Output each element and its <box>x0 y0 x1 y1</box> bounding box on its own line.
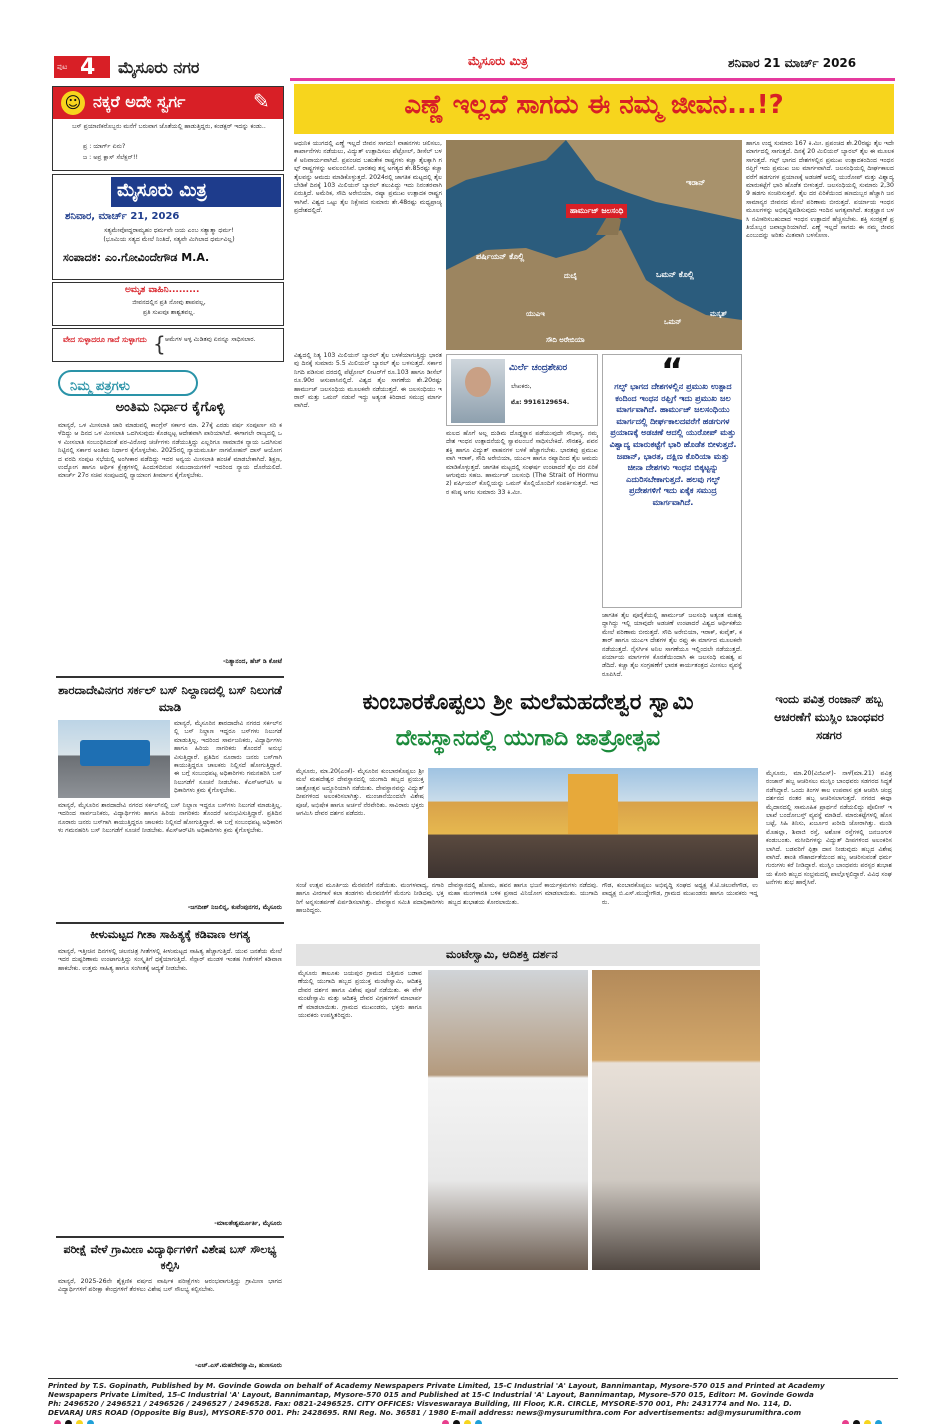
gulf-label: ಪರ್ಷಿಯನ್ ಕೊಲ್ಲಿ <box>476 252 525 261</box>
letter-1-title: ಅಂತಿಮ ನಿರ್ಧಾರ ಕೈಗೊಳ್ಳಿ <box>115 400 225 415</box>
author-phone: ಮೊ: 9916129654. <box>511 399 570 406</box>
joke-box <box>52 86 284 171</box>
darshan-photo-right <box>592 970 760 1270</box>
letter-1-sign: -ನಿತ್ಯಾನಂದ, ಹೆಚ್ ಡಿ ಕೋಟೆ <box>222 658 282 665</box>
letters-title <box>58 370 198 396</box>
dubai-label: ದುಬೈ <box>564 272 577 280</box>
laugh-icon: ☺ <box>61 91 85 115</box>
darshan-caption-bar <box>296 944 760 966</box>
feature-col-mid-a: ಮಲದ ಹೊಗೆ ಅಲ್ಲ ದುಡಿಮ ದೊಡ್ಡಸ್ಥಾನ ಪಡೆಯುವುದೇ ಸೌಭಾಗ್ಯ. ನಮ್ಮ ದೇಶ ಇಂಧನ ಉತ್ಪಾದನೆಯಲ್ಲಿ ಸ್ವಾವಲಂಬನೆ ಸಾಧಿಸಬೇಕಿದೆ. ಸೌರಶಕ್ತಿ, ಪವನ ಶಕ್ತಿ ಹಾಗೂ ವಿದ್ಯುತ್ ವಾಹನಗಳ ಬಳಕೆ ಹೆಚ್ಚಾಗಬೇಕು. ಭಾರತವು ಪ್ರಮುಖವಾಗಿ ಇರಾಕ್, ಸೌದಿ ಅರೇಬಿಯಾ, ಯುಎಇ ಹಾಗೂ ರಷ್ಯಾದಿಂದ ತೈಲ ಆಮದು ಮಾಡಿಕೊಳ್ಳುತ್ತದೆ. ಜಾಗತಿಕ ಮಟ್ಟದಲ್ಲಿ ಸಂಘರ್ಷ ಉಂಟಾದರೆ ತೈಲ ದರ ಏರಿಕೆ ಆಗುವುದು ಸಹಜ. ಹಾರ್ಮುಜ್ ಜಲಸಂಧಿ (The Strait of Hormuz) ಪರ್ಷಿಯನ್ ಕೊಲ್ಲಿಯನ್ನು ಒಮನ್ ಕೊಲ್ಲಿಯೊಂದಿಗೆ ಸಂಪರ್ಕಿಸುತ್ತದೆ. ಇದರ ಕನಿಷ್ಠ ಅಗಲ ಸುಮಾರು 33 ಕಿ.ಮೀ. <box>446 430 598 496</box>
letter-4-body: ಮಾನ್ಯರೆ, 2025-26ನೇ ಶೈಕ್ಷಣಿಕ ವರ್ಷದ ವಾರ್ಷಿಕ ಪರೀಕ್ಷೆಗಳು ಆರಂಭವಾಗುತ್ತಿದ್ದು ಗ್ರಾಮೀಣ ಭಾಗದ ವಿದ್ಯಾರ್ಥಿಗಳಿಗೆ ಪರೀಕ್ಷಾ ಕೇಂದ್ರಗಳಿಗೆ ತೆರಳಲು ವಿಶೇಷ ಬಸ್ ಸೌಲಭ್ಯ ಕಲ್ಪಿಸಬೇಕು. <box>58 1278 282 1294</box>
paper-motto-2: (ಭೂಮಿಯ ಸತ್ಯದ ಮೇಲೆ ನಿಂತಿದೆ, ಸತ್ಯವೇ ಮಿಗಿಲಾದ ಧರ್ಮವಿಲ್ಲ) <box>103 236 235 243</box>
header-rule <box>290 78 895 81</box>
darshan-section <box>296 944 760 1269</box>
section-name: ಮೈಸೂರು ನಗರ <box>118 58 200 77</box>
page-number: 4 <box>80 55 96 80</box>
paper-motto: ಸತ್ಯಮೇವೋದ್ಧರಾಮ್ಯಹಂ ಧರ್ಮವೇ ಜಯ ಎಂಬ ಸತ್ಯಾತ್ಮಾ ಧರ್ಮ! <box>104 227 234 234</box>
letter-3-sign: -ಮಾಲತೇಶ್ವರ್ಮೂರ್ತಿ, ಮೈಸೂರು <box>214 1220 282 1227</box>
feature-col-2: ವಿಶ್ವದಲ್ಲಿ ನಿತ್ಯ 103 ಮಿಲಿಯನ್ ಬ್ಯಾರಲ್ ತೈಲ ಬಳಕೆಯಾಗುತ್ತಿದ್ದು ಭಾರತವು ದಿನಕ್ಕೆ ಸುಮಾರು 5.5 ಮಿಲಿಯನ್ ಬ್ಯಾರಲ್ ತೈಲ ಬಳಸುತ್ತದೆ. ಸರ್ಕಾರ ನಿಗದಿ ಪಡಿಸುವ ದರದಲ್ಲಿ ಪೆಟ್ರೋಲ್ ಲೀಟರ್‌ಗೆ ರೂ.103 ಹಾಗೂ ಡೀಸೆಲ್ ರೂ.90ರ ಆಸುಪಾಸಿನಲ್ಲಿದೆ. ವಿಶ್ವದ ತೈಲ ಸಾಗಣೆಯ ಶೇ.20ರಷ್ಟು ಹಾರ್ಮುಜ್ ಜಲಸಂಧಿಯ ಮೂಲಕವೇ ನಡೆಯುತ್ತದೆ. ಈ ಜಲಸಂಧಿಯು ಇರಾನ್ ಮತ್ತು ಒಮನ್ ನಡುವೆ ಇದ್ದು ಅತ್ಯಂತ ಕಿರಿದಾದ ಸಮುದ್ರ ಮಾರ್ಗವಾಗಿದೆ. <box>294 352 442 410</box>
letters-title-text: ನಿಮ್ಮ ಪತ್ರಗಳು <box>70 379 130 394</box>
temple-body-4: ಗೌಡ, ಕುಂಬಾರಕೊಪ್ಪಲು ಅಭಿವೃದ್ಧಿ ಸಂಘದ ಅಧ್ಯಕ್ಷ ಕೆ.ಟಿ.ಚಲುವೇಗೌಡ, ಉಪಾಧ್ಯಕ್ಷ ಬಿ.ಎಸ್.ಮುದ್ದೇಗೌಡ, ಗ್ರಾಮದ ಮುಖಂಡರು ಹಾಗೂ ಯುವಕರು ಇದ್ದರು. <box>602 882 758 906</box>
oman-label: ಒಮನ್ <box>664 318 682 326</box>
brace-icon: { <box>153 332 166 356</box>
joke-title: ನಕ್ಕರೆ ಅದೇ ಸ್ವರ್ಗ <box>93 92 186 111</box>
feature-headline: ಎಣ್ಣೆ ಇಲ್ಲದೆ ಸಾಗದು ಈ ನಮ್ಮ ಜೀವನ...!? <box>404 90 784 120</box>
letter-4-title: ಪರೀಕ್ಷೆ ವೇಳೆ ಗ್ರಾಮೀಣ ವಿದ್ಯಾರ್ಥಿಗಳಿಗೆ ವಿಶೇಷ ಬಸ್ ಸೌಲಭ್ಯ ಕಲ್ಪಿಸಿ <box>63 1243 277 1272</box>
letter-1 <box>56 400 284 670</box>
imprint-line-2: Newspapers Private Limited, 15-C Industrial 'A' Layout, Bannimantap, Mysore-570 015 and Published at 15-C Industrial 'A' Layout, Bannimantap, Mysore-570 015, Editor: M. Govinde Gowda <box>48 1390 814 1399</box>
letter-2 <box>56 676 284 916</box>
letter-3-title: ಕೀಳುಮಟ್ಟದ ಗೀತಾ ಸಾಹಿತ್ಯಕ್ಕೆ ಕಡಿವಾಣ ಅಗತ್ಯ <box>90 928 250 941</box>
veda-box <box>52 328 284 362</box>
temple-tower <box>568 774 618 834</box>
header-date: ಶನಿವಾರ 21 ಮಾರ್ಚ್ 2026 <box>728 56 857 70</box>
letter-3 <box>56 922 284 1232</box>
amrutha-line-2: ಪ್ರತಿ ಸುಖವೂ ಶಾಶ್ವತವಲ್ಲ. <box>143 309 195 316</box>
feature-col-1: ಆಧುನಿಕ ಯುಗದಲ್ಲಿ ಎಣ್ಣೆ ಇಲ್ಲದೆ ಜೀವನ ಸಾಗದು! ವಾಹನಗಳು ಚಲಿಸಲು, ಕಾರ್ಖಾನೆಗಳು ನಡೆಯಲು, ವಿದ್ಯುತ್ ಉತ್ಪಾದಿಸಲು ಪೆಟ್ರೋಲ್, ಡೀಸೆಲ್ ಬಳಕೆ ಅನಿವಾರ್ಯವಾಗಿದೆ. ಪ್ರಪಂಚದ ಬಹುತೇಕ ರಾಷ್ಟ್ರಗಳು ಕಚ್ಚಾ ತೈಲಕ್ಕಾಗಿ ಗಲ್ಫ್ ರಾಷ್ಟ್ರಗಳನ್ನು ಅವಲಂಬಿಸಿವೆ. ಭಾರತವು ತನ್ನ ಅಗತ್ಯದ ಶೇ.85ರಷ್ಟು ಕಚ್ಚಾ ತೈಲವನ್ನು ಆಮದು ಮಾಡಿಕೊಳ್ಳುತ್ತದೆ. 2024ರಲ್ಲಿ ಜಾಗತಿಕ ಮಟ್ಟದಲ್ಲಿ ತೈಲ ಬೇಡಿಕೆ ದಿನಕ್ಕೆ 103 ಮಿಲಿಯನ್ ಬ್ಯಾರಲ್ ತಲುಪಿದ್ದು ಇದು ನಿರಂತರವಾಗಿ ಏರುತ್ತಿದೆ. ಅಮೆರಿಕ, ಸೌದಿ ಅರೇಬಿಯಾ, ರಷ್ಯಾ ಪ್ರಮುಖ ಉತ್ಪಾದಕ ರಾಷ್ಟ್ರಗಳಾಗಿವೆ. ವಿಶ್ವದ ಒಟ್ಟು ತೈಲ ನಿಕ್ಷೇಪದ ಸುಮಾರು ಶೇ.48ರಷ್ಟು ಮಧ್ಯಪ್ರಾಚ್ಯ ಪ್ರದೇಶದಲ್ಲಿದೆ. <box>294 140 442 215</box>
ramzan-article <box>764 690 894 1270</box>
author-box <box>446 354 598 426</box>
letter-1-body: ಮಾನ್ಯರೆ, ಒಳ ಮೀಸಲಾತಿ ಜಾರಿ ಮಾಡುವಲ್ಲಿ ಕಾಂಗ್ರೆಸ್ ಸರ್ಕಾರ ಮಾ. 27ಕ್ಕೆ ಎರಡು ವರ್ಷ ಸಂಪೂರ್ಣ ಸರಿ ಕಳೆದಿದ್ದು ಆ ದಿನದ ಒಳ ಮೀಸಲಾತಿ ಒದಗಿಸುವುದು ಕೊಡಲ್ಪಟ್ಟ ಆದೇಶವಾಗಿ ಪಾರಿಯಾಗಿದೆ. ಈಗಾಗಲೇ ರಾಜ್ಯದಲ್ಲಿ ಒಳ ಮೀಸಲಾತಿ ಸಂಬಂಧಿಸಿದಂತೆ ಪರ-ವಿರೋಧ ಚರ್ಚೆಗಳು ನಡೆಯುತ್ತಿದ್ದು ಎಲ್ಲರಿಗೂ ಸಾಮಾಜಿಕ ನ್ಯಾಯ ಒದಗಿಸುವ ನಿಟ್ಟಿನಲ್ಲಿ ಸರ್ಕಾರ ಅಂತಿಮ ನಿರ್ಧಾರ ಕೈಗೊಳ್ಳಬೇಕು. 2025ರಲ್ಲಿ ನ್ಯಾಯಮೂರ್ತಿ ನಾಗಮೋಹನ್ ದಾಸ್ ಆಯೋಗದ ವರದಿ ಸಂಪುಟ ಸಭೆಯಲ್ಲಿ ಅಂಗೀಕಾರ ಪಡೆದಿದ್ದು ಇದರ ಅನ್ವಯ ಮೀಸಲಾತಿ ಹಂಚಿಕೆ ಮಾಡಬೇಕಾಗಿದೆ. ಶಿಕ್ಷಣ, ಉದ್ಯೋಗ ಹಾಗೂ ಆರ್ಥಿಕ ಕ್ಷೇತ್ರಗಳಲ್ಲಿ ಹಿಂದುಳಿದಿರುವ ಸಮುದಾಯಗಳಿಗೆ ಇದರಿಂದ ನ್ಯಾಯ ದೊರೆಯಲಿದೆ. ಮಾರ್ಚ್ 27ರ ಸಚಿವ ಸಂಪುಟದಲ್ಲಿ ನ್ಯಾಯಾಂಗ ತೀರ್ಮಾನ ಕೈಗೊಳ್ಳಬೇಕು. <box>58 422 282 480</box>
paper-date: ಶನಿವಾರ, ಮಾರ್ಚ್ 21, 2026 <box>65 211 180 222</box>
uae-label: ಯುಎಇ <box>526 310 545 318</box>
letter-2-body: ಮಾನ್ಯರೆ, ಮೈಸೂರಿನ ಶಾರದಾದೇವಿ ನಗರದ ಸರ್ಕಲ್‌ನಲ್ಲಿ ಬಸ್ ನಿಲ್ದಾಣ ಇದ್ದರೂ ಬಸ್‌ಗಳು ನಿಲುಗಡೆ ಮಾಡುತ್ತಿಲ್ಲ. ಇದರಿಂದ ಸಾರ್ವಜನಿಕರು, ವಿದ್ಯಾರ್ಥಿಗಳು ಹಾಗೂ ಹಿರಿಯ ನಾಗರಿಕರು ತೊಂದರೆ ಅನುಭವಿಸುತ್ತಿದ್ದಾರೆ. ಪ್ರತಿದಿನ ನೂರಾರು ಜನರು ಬಸ್‌ಗಾಗಿ ಕಾಯುತ್ತಿದ್ದರೂ ಚಾಲಕರು ನಿಲ್ಲಿಸದೆ ಹೋಗುತ್ತಿದ್ದಾರೆ. ಈ ಬಗ್ಗೆ ಸಂಬಂಧಪಟ್ಟ ಅಧಿಕಾರಿಗಳು ಗಮನಹರಿಸಿ ಬಸ್ ನಿಲುಗಡೆಗೆ ಸೂಚನೆ ನೀಡಬೇಕು. ಕೆಎಸ್‌ಆರ್‌ಟಿಸಿ ಅಧಿಕಾರಿಗಳು ಕ್ರಮ ಕೈಗೊಳ್ಳಬೇಕು. <box>174 720 282 795</box>
feature-headline-bar <box>294 84 894 134</box>
letter-2-body-cont: ಮಾನ್ಯರೆ, ಮೈಸೂರಿನ ಶಾರದಾದೇವಿ ನಗರದ ಸರ್ಕಲ್‌ನಲ್ಲಿ ಬಸ್ ನಿಲ್ದಾಣ ಇದ್ದರೂ ಬಸ್‌ಗಳು ನಿಲುಗಡೆ ಮಾಡುತ್ತಿಲ್ಲ. ಇದರಿಂದ ಸಾರ್ವಜನಿಕರು, ವಿದ್ಯಾರ್ಥಿಗಳು ಹಾಗೂ ಹಿರಿಯ ನಾಗರಿಕರು ತೊಂದರೆ ಅನುಭವಿಸುತ್ತಿದ್ದಾರೆ. ಪ್ರತಿದಿನ ನೂರಾರು ಜನರು ಬಸ್‌ಗಾಗಿ ಕಾಯುತ್ತಿದ್ದರೂ ಚಾಲಕರು ನಿಲ್ಲಿಸದೆ ಹೋಗುತ್ತಿದ್ದಾರೆ. ಈ ಬಗ್ಗೆ ಸಂಬಂಧಪಟ್ಟ ಅಧಿಕಾರಿಗಳು ಗಮನಹರಿಸಿ ಬಸ್ ನಿಲುಗಡೆಗೆ ಸೂಚನೆ ನೀಡಬೇಕು. ಕೆಎಸ್‌ಆರ್‌ಟಿಸಿ ಅಧಿಕಾರಿಗಳು ಕ್ರಮ ಕೈಗೊಳ್ಳಬೇಕು. <box>58 802 282 835</box>
letter-4-sign: -ಎಚ್.ಎಸ್.ಮಹದೇವಸ್ವಾಮಿ, ಹುಣಸೂರು <box>194 1362 282 1369</box>
amrutha-box <box>52 282 284 326</box>
temple-body-3: ದೇವಸ್ಥಾನದಲ್ಲಿ ಹೋಮ, ಹವನ ಹಾಗೂ ಭಜನೆ ಕಾರ್ಯಕ್ರಮಗಳು ನಡೆದವು. ಮಹಾ ಮಂಗಳಾರತಿ ಬಳಿಕ ಪ್ರಸಾದ ವಿನಿಯೋಗ ಮಾಡಲಾಯಿತು. ಯುಗಾದಿ ಹಬ್ಬದ ಶುಭಾಶಯ ಕೋರಲಾಯಿತು. <box>448 882 598 906</box>
page-number-box <box>54 56 110 78</box>
registration-dots-right <box>840 1412 884 1424</box>
letter-2-title: ಶಾರದಾದೇವಿನಗರ ಸರ್ಕಲ್ ಬಸ್ ನಿಲ್ದಾಣದಲ್ಲಿ ಬಸ್ ನಿಲುಗಡೆ ಮಾಡಿ <box>58 683 282 714</box>
letter-4 <box>56 1236 284 1376</box>
imprint-line-4: DEVARAJ URS ROAD (Opposite Big Bus), MYSORE-570 001. Ph: 2428695. RNI Reg. No. 36581 / 1980 E-mail address: news@mysurumithra.com For advertisements: ad@mysurumithra.com <box>48 1408 802 1417</box>
pullquote-text: ಗಲ್ಫ್ ಭಾಗದ ದೇಶಗಳಲ್ಲಿನ ಪ್ರಮುಖ ಉತ್ಪಾದ ಕಂದಿಂದ ಇಂಧನ ರಫ್ತಿಗೆ ಇದು ಪ್ರಮುಖ ಜಲ ಮಾರ್ಗವಾಗಿದೆ. ಹಾರ್ಮುಜ್ ಜಲಸಂಧಿಯು ಮಾರ್ಗದಲ್ಲಿ ದೀರ್ಘಕಾಲದವರೆಗೆ ಹಡಗುಗಳ ಪ್ರಯಾಣಕ್ಕೆ ಅಡಚಣೆ ಆದಲ್ಲಿ ಯುರೋಪ್ ಮತ್ತು ವಿಶ್ವಾದ್ಯ ಮಾರುಕಟ್ಟೆಗೆ ಭಾರಿ ಹೊಡೆತ ಬೀಳುತ್ತದೆ. ಜಪಾನ್, ಭಾರತ, ದಕ್ಷಿಣ ಕೊರಿಯಾ ಮತ್ತು ಚೀನಾ ದೇಶಗಳು ಇಂಧನ ಬಿಕ್ಕಟ್ಟನ್ನು ಎದುರಿಸಬೇಕಾಗುತ್ತದೆ. ಹಲವು ಗಲ್ಫ್ ಪ್ರದೇಶಗಳಿಗೆ ಇದು ಏಕೈಕ ಸಮುದ್ರ ಮಾರ್ಗವಾಗಿದೆ. <box>609 381 737 507</box>
registration-dots-center <box>440 1412 484 1424</box>
author-role: ಲೇಖಕರು, <box>511 383 532 390</box>
letters-section <box>52 366 288 1376</box>
letter-2-sign: -ಜಗದೀಶ್ ನಿಜಲಿನ್ನ, ಕುವೆಂಪುನಗರ, ಮೈಸೂರು <box>187 904 282 911</box>
bus-stop-photo <box>58 720 170 798</box>
page-tag: ಪುಟ <box>57 63 68 71</box>
joke-intro: ಬಸ್ ಪ್ರಯಾಣಿಕರೊಬ್ಬರು ಮನೆಗೆ ಬರುವಾಗ ಜೊತೆಯಲ್ಲಿ ಹಾಡುತ್ತಿದ್ದರು, ಕಂಡಕ್ಟರ್ ಇದನ್ನು ಕಂಡು.. <box>72 123 266 130</box>
pullquote-box <box>602 351 742 608</box>
imprint-line-3: Ph: 2496520 / 2496521 / 2496526 / 2496527 / 2496528. Fax: 0821-2496525. CITY OFFICES: Visveswaraya Building, III Floor, K.R. CIRCLE, MYSORE-570 001, Ph: 2431774 and No. 114, D. <box>48 1399 792 1408</box>
masthead-small: ಮೈಸೂರು ಮಿತ್ರ <box>468 54 528 68</box>
registration-dots-left <box>52 1412 96 1424</box>
temple-headline-2: ದೇವಸ್ಥಾನದಲ್ಲಿ ಯುಗಾದಿ ಜಾತ್ರೋತ್ಸವ <box>395 726 661 751</box>
darshan-caption: ಮಂಟೇಸ್ವಾಮಿ, ಆದಿಶಕ್ತಿ ದರ್ಶನ <box>446 948 558 961</box>
temple-body-2: ಸಂಜೆ ಉತ್ಸವ ಮೂರ್ತಿಯ ಮೆರವಣಿಗೆ ನಡೆಯಿತು. ಮಂಗಳವಾದ್ಯ, ನಗಾರಿ ಹಾಗೂ ವೀರಗಾಸೆ ಕಲಾ ತಂಡಗಳು ಮೆರವಣಿಗೆಗೆ ಮೆರುಗು ನೀಡಿದವು. ಭಕ್ತರಿಗೆ ಅನ್ನಸಂತರ್ಪಣೆ ಏರ್ಪಡಿಸಲಾಗಿತ್ತು. ದೇವಸ್ಥಾನ ಸಮಿತಿ ಪದಾಧಿಕಾರಿಗಳು ಹಾಜರಿದ್ದರು. <box>296 882 444 915</box>
amrutha-line-1: ಜೀವನದಲ್ಲಿನ ಪ್ರತಿ ನೋವು ಶಾಪವಲ್ಲ, <box>132 299 206 306</box>
quote-icon: “ <box>661 351 684 391</box>
temple-photo <box>428 768 758 878</box>
oman-gulf-label: ಒಮನ್ ಕೊಲ್ಲಿ <box>656 270 694 279</box>
darshan-text: ಮೈಸೂರು ತಾಲೂಕು ಜಯಪುರ ಗ್ರಾಮದ ಬಿತ್ತಿಮಠ ಬಡಾವಣೆಯಲ್ಲಿ ಯುಗಾದಿ ಹಬ್ಬದ ಪ್ರಯುಕ್ತ ಮಂಟೇಸ್ವಾಮಿ, ಆದಿಶಕ್ತಿ ದೇವರ ದರ್ಶನ ಹಾಗೂ ವಿಶೇಷ ಪೂಜೆ ನಡೆಯಿತು. ಈ ವೇಳೆ ಮಂಟೇಸ್ವಾಮಿ ಮತ್ತು ಆದಿಶಕ್ತಿ ದೇವರ ವಿಗ್ರಹಗಳಿಗೆ ಮಾಲಾರ್ಪಣೆ ಮಾಡಲಾಯಿತು. ಗ್ರಾಮದ ಮುಖಂಡರು, ಭಕ್ತರು ಹಾಗೂ ಯುವಕರು ಉಪಸ್ಥಿತರಿದ್ದರು. <box>298 970 422 1020</box>
saudi-label: ಸೌದಿ ಅರೇಬಿಯಾ <box>546 336 585 344</box>
cartoon-icon: ✎ <box>253 89 270 113</box>
temple-body-1: ಮೈಸೂರು, ಮಾ.20(ಎಂಕೆ)- ಮೈಸೂರಿನ ಕುಂಬಾರಕೊಪ್ಪಲು ಶ್ರೀ ಮಲೆ ಮಹದೇಶ್ವರ ದೇವಸ್ಥಾನದಲ್ಲಿ ಯುಗಾದಿ ಹಬ್ಬದ ಪ್ರಯುಕ್ತ ಜಾತ್ರೋತ್ಸವ ಅದ್ದೂರಿಯಾಗಿ ನಡೆಯಿತು. ದೇವಸ್ಥಾನವನ್ನು ವಿದ್ಯುತ್ ದೀಪಗಳಿಂದ ಅಲಂಕರಿಸಲಾಗಿತ್ತು. ಮುಂಜಾನೆಯಿಂದಲೇ ವಿಶೇಷ ಪೂಜೆ, ಅಭಿಷೇಕ ಹಾಗೂ ಅರ್ಚನೆ ನೆರವೇರಿತು. ಸಾವಿರಾರು ಭಕ್ತರು ಆಗಮಿಸಿ ದೇವರ ದರ್ಶನ ಪಡೆದರು. <box>296 768 424 818</box>
paper-name: ಮೈಸೂರು ಮಿತ್ರ <box>111 177 281 207</box>
imprint-line-1: Printed by T.S. Gopinath, Published by M. Govinde Gowda on behalf of Academy Newspapers Private Limited, 15-C Industrial 'A' Layout, Bannimantap, Mysore-570 015 and Printed at Academy <box>48 1381 825 1390</box>
joke-title-bar <box>53 87 283 119</box>
iran-label: ಇರಾನ್ <box>686 178 706 187</box>
joke-question: ಪ್ರ : ಯಾರ್ಗ್ ಏನು? <box>83 143 126 150</box>
ramzan-body: ಮೈಸೂರು, ಮಾ.20(ವಿಜಿಎಸ್)- ನಾಳೆ(ಮಾ.21) ಪವಿತ್ರ ರಂಜಾನ್ ಹಬ್ಬ ಆಚರಿಸಲು ಮುಸ್ಲಿಂ ಬಾಂಧವರು ಸಡಗರದ ಸಿದ್ಧತೆ ನಡೆಸಿದ್ದಾರೆ. ಒಂದು ತಿಂಗಳ ಕಾಲ ಉಪವಾಸ ವ್ರತ ಆಚರಿಸಿ ಚಂದ್ರ ದರ್ಶನದ ನಂತರ ಹಬ್ಬ ಆಚರಿಸಲಾಗುತ್ತದೆ. ನಗರದ ಈದ್ಗಾ ಮೈದಾನದಲ್ಲಿ ಸಾಮೂಹಿಕ ಪ್ರಾರ್ಥನೆ ನಡೆಯಲಿದ್ದು ಪೊಲೀಸ್ ಇಲಾಖೆ ಬಂದೋಬಸ್ತ್ ವ್ಯವಸ್ಥೆ ಮಾಡಿದೆ. ಮಾರುಕಟ್ಟೆಗಳಲ್ಲಿ ಹೊಸ ಬಟ್ಟೆ, ಸಿಹಿ ತಿನಿಸು, ಖರ್ಜೂರ ಖರೀದಿ ಜೋರಾಗಿತ್ತು. ಮಂಡಿ ಮೊಹಲ್ಲಾ, ಶಿವಾಜಿ ರಸ್ತೆ, ಅಶೋಕ ರಸ್ತೆಗಳಲ್ಲಿ ಜನಜಂಗುಳಿ ಕಂಡುಬಂತು. ಮಸೀದಿಗಳನ್ನು ವಿದ್ಯುತ್ ದೀಪಗಳಿಂದ ಅಲಂಕರಿಸಲಾಗಿದೆ. ಬಡವರಿಗೆ ಫಿತ್ರಾ ದಾನ ನೀಡುವುದು ಹಬ್ಬದ ವಿಶೇಷವಾಗಿದೆ. ಶಾಂತಿ ಸೌಹಾರ್ದತೆಯಿಂದ ಹಬ್ಬ ಆಚರಿಸುವಂತೆ ಧರ್ಮಗುರುಗಳು ಕರೆ ನೀಡಿದ್ದಾರೆ. ಮುಸ್ಲಿಂ ಬಾಂಧವರು ಪರಸ್ಪರ ಶುಭಾಶಯ ಕೋರಿ ಹಬ್ಬದ ಸಂಭ್ರಮದಲ್ಲಿ ಪಾಲ್ಗೊಳ್ಳಲಿದ್ದಾರೆ. ವಿವಿಧ ಸಂಘಟನೆಗಳು ಶುಭ ಹಾರೈಸಿವೆ. <box>766 770 892 887</box>
amrutha-title: ಅಮೃತ ವಾಹಿನಿ......... <box>125 285 200 295</box>
paper-editor: ಸಂಪಾದಕ: ಎಂ.ಗೋವಿಂದೇಗೌಡ M.A. <box>63 251 210 264</box>
author-photo <box>451 359 505 423</box>
person-icon <box>465 367 491 397</box>
paper-info-box <box>52 174 284 280</box>
hormuz-map <box>446 140 742 350</box>
veda-right: ಆಮೆಗಳ ಅಳ್ಳ ಮಿಡಿತವು ಏನನ್ನೂ ಸಾಧಿಸಲಾರ. <box>165 336 256 343</box>
darshan-photo-left <box>428 970 588 1270</box>
ramzan-headline: ಇಂದು ಪವಿತ್ರ ರಂಜಾನ್ ಹಬ್ಬ ಆಚರಣೆಗೆ ಮುಸ್ಲಿಂ ಬಾಂಧವರ ಸಡಗರ <box>774 692 884 742</box>
joke-answer: ಜ : ಅವ್ರ ಕ್ಲಾಸ್ ಸೆಲೆಕ್ಷನ್!! <box>83 154 138 161</box>
bus-shape <box>80 740 150 766</box>
author-name: ಮಿರ್ಲೆ ಚಂದ್ರಶೇಖರ <box>509 363 568 373</box>
map-graphic <box>446 140 742 350</box>
letter-3-body: ಮಾನ್ಯರೆ, ಇತ್ತೀಚಿನ ದಿನಗಳಲ್ಲಿ ಚಲನಚಿತ್ರ ಗೀತೆಗಳಲ್ಲಿ ಕೀಳುಮಟ್ಟದ ಸಾಹಿತ್ಯ ಹೆಚ್ಚಾಗುತ್ತಿದೆ. ಯುವ ಜನತೆಯ ಮೇಲೆ ಇದರ ದುಷ್ಪರಿಣಾಮ ಉಂಟಾಗುತ್ತಿದ್ದು ಸಂಸ್ಕೃತಿಗೆ ಧಕ್ಕೆಯಾಗುತ್ತಿದೆ. ಸೆನ್ಸಾರ್ ಮಂಡಳಿ ಇಂತಹ ಗೀತೆಗಳಿಗೆ ಕಡಿವಾಣ ಹಾಕಬೇಕು. ಉತ್ತಮ ಸಾಹಿತ್ಯ ಹಾಗೂ ಸಂಗೀತಕ್ಕೆ ಆದ್ಯತೆ ನೀಡಬೇಕು. <box>58 948 282 972</box>
temple-headline-1: ಕುಂಬಾರಕೊಪ್ಪಲು ಶ್ರೀ ಮಲೆಮಹದೇಶ್ವರ ಸ್ವಾಮಿ <box>362 690 694 715</box>
feature-col-right: ಹಾಗೂ ಉದ್ದ ಸುಮಾರು 167 ಕಿ.ಮೀ. ಪ್ರಪಂಚದ ಶೇ.20ರಷ್ಟು ತೈಲ ಇದೇ ಮಾರ್ಗದಲ್ಲಿ ಸಾಗುತ್ತದೆ. ದಿನಕ್ಕೆ 20 ಮಿಲಿಯನ್ ಬ್ಯಾರಲ್ ತೈಲ ಈ ಮೂಲಕ ಸಾಗುತ್ತದೆ. ಗಲ್ಫ್ ಭಾಗದ ದೇಶಗಳಲ್ಲಿನ ಪ್ರಮುಖ ಉತ್ಪಾದಕಂದಿಂದ ಇಂಧನ ರಫ್ತಿಗೆ ಇದು ಪ್ರಮುಖ ಜಲ ಮಾರ್ಗವಾಗಿದೆ. ಜಲಸಂಧಿಯಲ್ಲಿ ದೀರ್ಘಕಾಲದವರೆಗೆ ಹಡಗುಗಳ ಪ್ರಯಾಣಕ್ಕೆ ಅಡಚಣೆ ಆದಲ್ಲಿ ಯುರೋಪ್ ಮತ್ತು ವಿಶ್ವಾದ್ಯ ಮಾರುಕಟ್ಟೆಗೆ ಭಾರಿ ಹೊಡೆತ ಬೀಳುತ್ತದೆ. ಜಲಸಂಧಿಯಲ್ಲಿ ಸುಮಾರು 2,309 ಹಡಗು ಸಂಚರಿಸುತ್ತವೆ. ತೈಲ ದರ ಏರಿಕೆಯಿಂದ ಹಣದುಬ್ಬರ ಹೆಚ್ಚಾಗಿ ಜನಸಾಮಾನ್ಯರ ಜೀವನದ ಮೇಲೆ ಪರಿಣಾಮ ಬೀರುತ್ತದೆ. ಪರ್ಯಾಯ ಇಂಧನ ಮೂಲಗಳನ್ನು ಅಭಿವೃದ್ಧಿಪಡಿಸುವುದು ಇಂದಿನ ಅಗತ್ಯವಾಗಿದೆ. ತಂತ್ರಜ್ಞಾನ ಬಳಸಿ ನವೀಕರಿಸಬಹುದಾದ ಇಂಧನ ಉತ್ಪಾದನೆ ಹೆಚ್ಚಿಸಬೇಕು. ಶಕ್ತಿ ಸಂರಕ್ಷಣೆ ಪ್ರತಿಯೊಬ್ಬರ ಜವಾಬ್ದಾರಿಯಾಗಿದೆ. ಎಣ್ಣೆ ಇಲ್ಲದೆ ಸಾಗದು ಈ ನಮ್ಮ ಜೀವನ ಎಂಬುದನ್ನು ಅರಿತು ಮಿತವಾಗಿ ಬಳಸೋಣ. <box>746 140 894 240</box>
muscat-label: ಮಸ್ಕತ್ <box>710 310 728 318</box>
veda-left: ವೇದ ಸುಳ್ಳಾದರೂ ಗಾದೆ ಸುಳ್ಳಾಗದು <box>63 335 147 344</box>
feature-col-mid-b: ಜಾಗತಿಕ ತೈಲ ಪೂರೈಕೆಯಲ್ಲಿ ಹಾರ್ಮುಜ್ ಜಲಸಂಧಿ ಅತ್ಯಂತ ಮಹತ್ವದ್ದಾಗಿದ್ದು ಇಲ್ಲಿ ಯಾವುದೇ ಅಡಚಣೆ ಉಂಟಾದರೆ ವಿಶ್ವದ ಆರ್ಥಿಕತೆಯ ಮೇಲೆ ಪರಿಣಾಮ ಬೀರುತ್ತದೆ. ಸೌದಿ ಅರೇಬಿಯಾ, ಇರಾಕ್, ಕುವೈತ್, ಕತಾರ್ ಹಾಗೂ ಯುಎಇ ದೇಶಗಳ ತೈಲ ರಫ್ತು ಈ ಮಾರ್ಗದ ಮೂಲಕವೇ ನಡೆಯುತ್ತದೆ. ನೈಸರ್ಗಿಕ ಅನಿಲ ಸಾಗಣೆಯೂ ಇಲ್ಲಿಂದಲೇ ನಡೆಯುತ್ತದೆ. ಪರ್ಯಾಯ ಮಾರ್ಗಗಳ ಕೊರತೆಯಿಂದಾಗಿ ಈ ಜಲಸಂಧಿ ಮಹತ್ವ ಪಡೆದಿದೆ. ಕಚ್ಚಾ ತೈಲ ಸಂಗ್ರಹಣೆಗೆ ಭಾರತ ಕಾರ್ಯತಂತ್ರದ ಮೀಸಲು ವ್ಯವಸ್ಥೆ ರೂಪಿಸಿದೆ. <box>602 612 742 678</box>
strait-label: ಹಾರ್ಮುಜ್ ಜಲಸಂಧಿ <box>566 204 627 218</box>
